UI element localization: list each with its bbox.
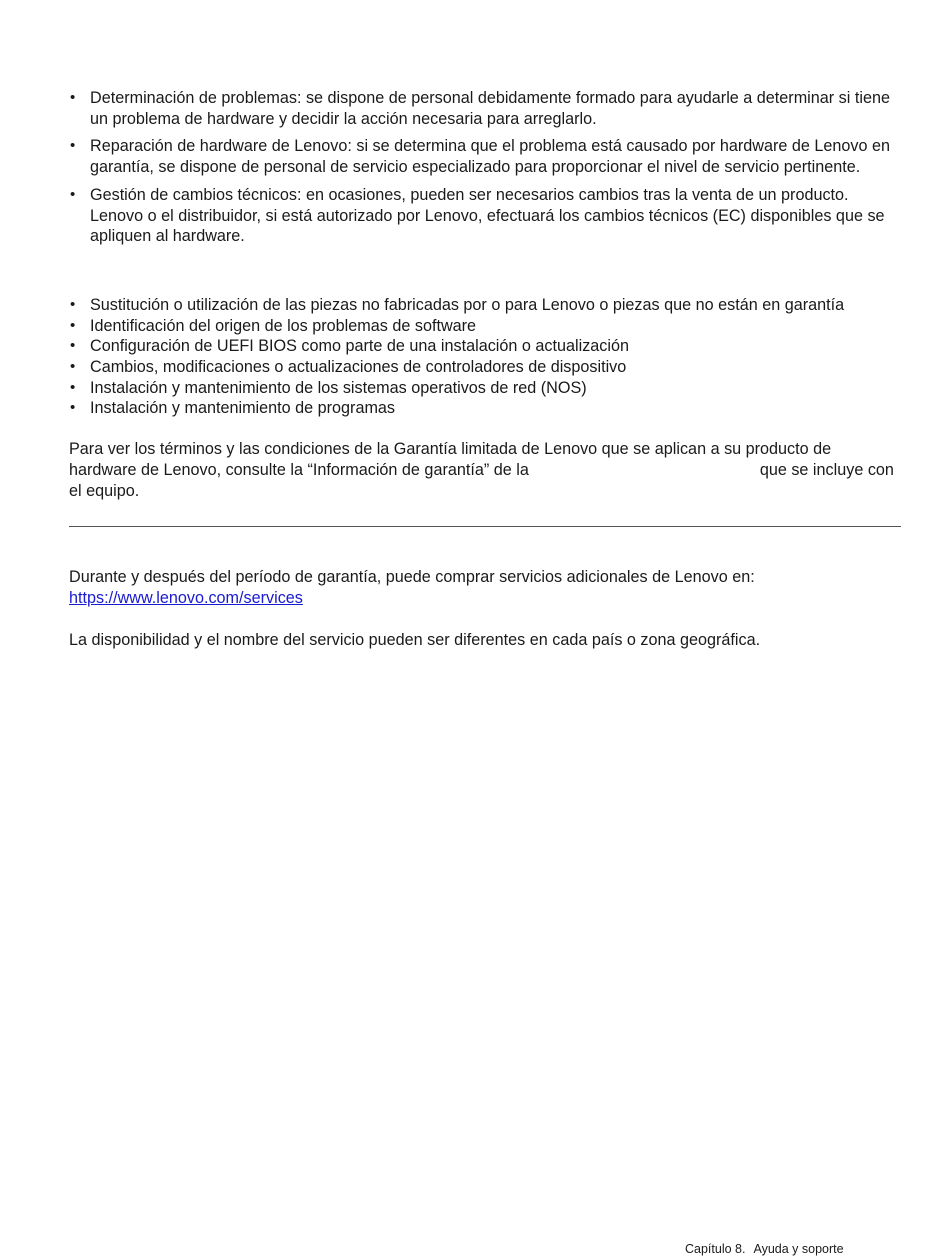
support-services-list xyxy=(69,88,901,247)
page-footer xyxy=(685,1241,844,1257)
list-item: • Configuración de UEFI BIOS como parte de una instalación o actualización xyxy=(69,336,901,357)
additional-services-text: Durante y después del período de garantía, puede comprar servicios adicionales de Lenovo en: xyxy=(69,568,755,587)
list-item: • Cambios, modificaciones o actualizaciones de controladores de dispositivo xyxy=(69,357,901,378)
services-link[interactable]: https://www.lenovo.com/services xyxy=(69,588,303,607)
list-item: • Identificación del origen de los problemas de software xyxy=(69,316,901,337)
list-item: • Sustitución o utilización de las piezas no fabricadas por o para Lenovo o piezas que no están en garantía xyxy=(69,295,901,316)
additional-services-paragraph xyxy=(69,567,901,608)
not-covered-list xyxy=(69,295,901,419)
footer-chapter: Capítulo 8. xyxy=(685,1242,746,1256)
list-item: • Reparación de hardware de Lenovo: si se determina que el problema está causado por hardware de Lenovo en garantía, se dispone de personal de servicio especializado para proporcionar el nivel de servicio pertinente. xyxy=(69,136,901,177)
list-item: • Instalación y mantenimiento de los sistemas operativos de red (NOS) xyxy=(69,378,901,399)
list-item: • Gestión de cambios técnicos: en ocasiones, pueden ser necesarios cambios tras la venta de un producto. Lenovo o el distribuidor, si está autorizado por Lenovo, efectuará los cambios técnicos (EC) disponibles que se apliquen al hardware. xyxy=(69,185,901,247)
footer-title: Ayuda y soporte xyxy=(753,1242,844,1256)
list-item: • Instalación y mantenimiento de programas xyxy=(69,398,901,419)
availability-paragraph: La disponibilidad y el nombre del servicio pueden ser diferentes en cada país o zona geográfica. xyxy=(69,630,761,649)
list-item: • Determinación de problemas: se dispone de personal debidamente formado para ayudarle a determinar si tiene un problema de hardware y decidir la acción necesaria para arreglarlo. xyxy=(69,88,901,129)
section-divider xyxy=(69,526,901,527)
document-page xyxy=(69,88,901,650)
warranty-terms-paragraph xyxy=(69,439,901,501)
warranty-terms-text: Para ver los términos y las condiciones de la Garantía limitada de Lenovo que se aplican a su producto de hardware de Lenovo, consulte la “Información de garantía” de la xyxy=(69,440,832,479)
warranty-terms-text-end: que se incluye con el equipo. xyxy=(69,460,894,500)
